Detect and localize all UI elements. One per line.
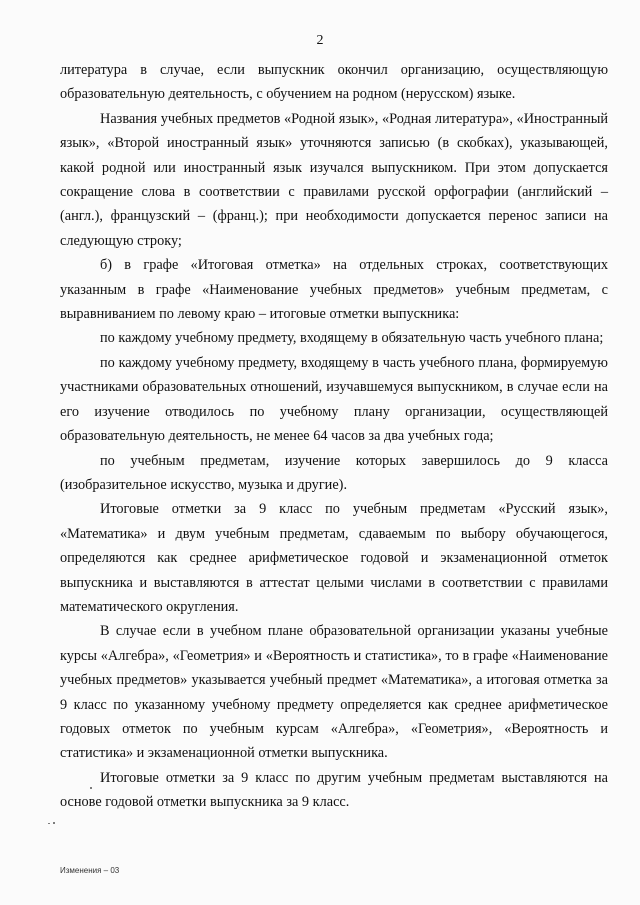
scan-speck <box>53 822 55 824</box>
paragraph: Названия учебных предметов «Родной язык», «Родная литература», «Иностранный язык», «Второй иностранный язык» уточняются записью (в скобках), указывающей, какой родной или иностранный язык изучался выпускником. При этом допускается сокращение слова в соответствии с правилами русской орфографии (английский – (англ.), французский – (франц.); при необходимости допускается перенос записи на следующую строку; <box>60 110 608 249</box>
paragraph: Итоговые отметки за 9 класс по другим учебным предметам выставляются на основе годовой отметки выпускника за 9 класс. <box>60 769 608 811</box>
paragraph: В случае если в учебном плане образовательной организации указаны учебные курсы «Алгебра», «Геометрия» и «Вероятность и статистика», то в графе «Наименование учебных предметов» указывается учебный предмет «Математика», а итоговая отметка за 9 класс по указанному учебному предмету определяется как среднее арифметическое годовых отметок по учебным курсам «Алгебра», «Геометрия», «Вероятность и статистика» и экзаменационной отметки выпускника. <box>60 623 608 762</box>
page-number: 2 <box>316 33 324 48</box>
paragraph: б) в графе «Итоговая отметка» на отдельных строках, соответствующих указанным в графе «Наименование учебных предметов» учебным предметам, с выравниванием по левому краю – итоговые отметки выпускника: <box>60 257 608 323</box>
paragraph: Итоговые отметки за 9 класс по учебным предметам «Русский язык», «Математика» и двум учебным предметам, сдаваемым по выбору обучающегося, определяются как среднее арифметическое годовой и экзаменационной отметок выпускника и выставляются в аттестат целыми числами в соответствии с правилами математического округления. <box>60 501 608 615</box>
scan-speck <box>90 787 92 789</box>
paragraph: литература в случае, если выпускник окончил организацию, осуществляющую образовательную деятельность, с обучением на родном (нерусском) языке. <box>60 62 608 103</box>
scan-speck <box>48 823 50 824</box>
footer-note: Изменения – 03 <box>60 866 120 875</box>
document-body <box>60 58 608 815</box>
paragraph: по учебным предметам, изучение которых завершилось до 9 класса (изобразительное искусство, музыка и другие). <box>60 452 608 493</box>
paragraph: по каждому учебному предмету, входящему в обязательную часть учебного плана; <box>100 330 604 347</box>
paragraph: по каждому учебному предмету, входящему в часть учебного плана, формируемую участниками образовательных отношений, изучавшемуся выпускником, в случае если на его изучение отводилось по учебному плану организации, осуществляющей образовательную деятельность, не менее 64 часов за два учебных года; <box>60 354 608 445</box>
